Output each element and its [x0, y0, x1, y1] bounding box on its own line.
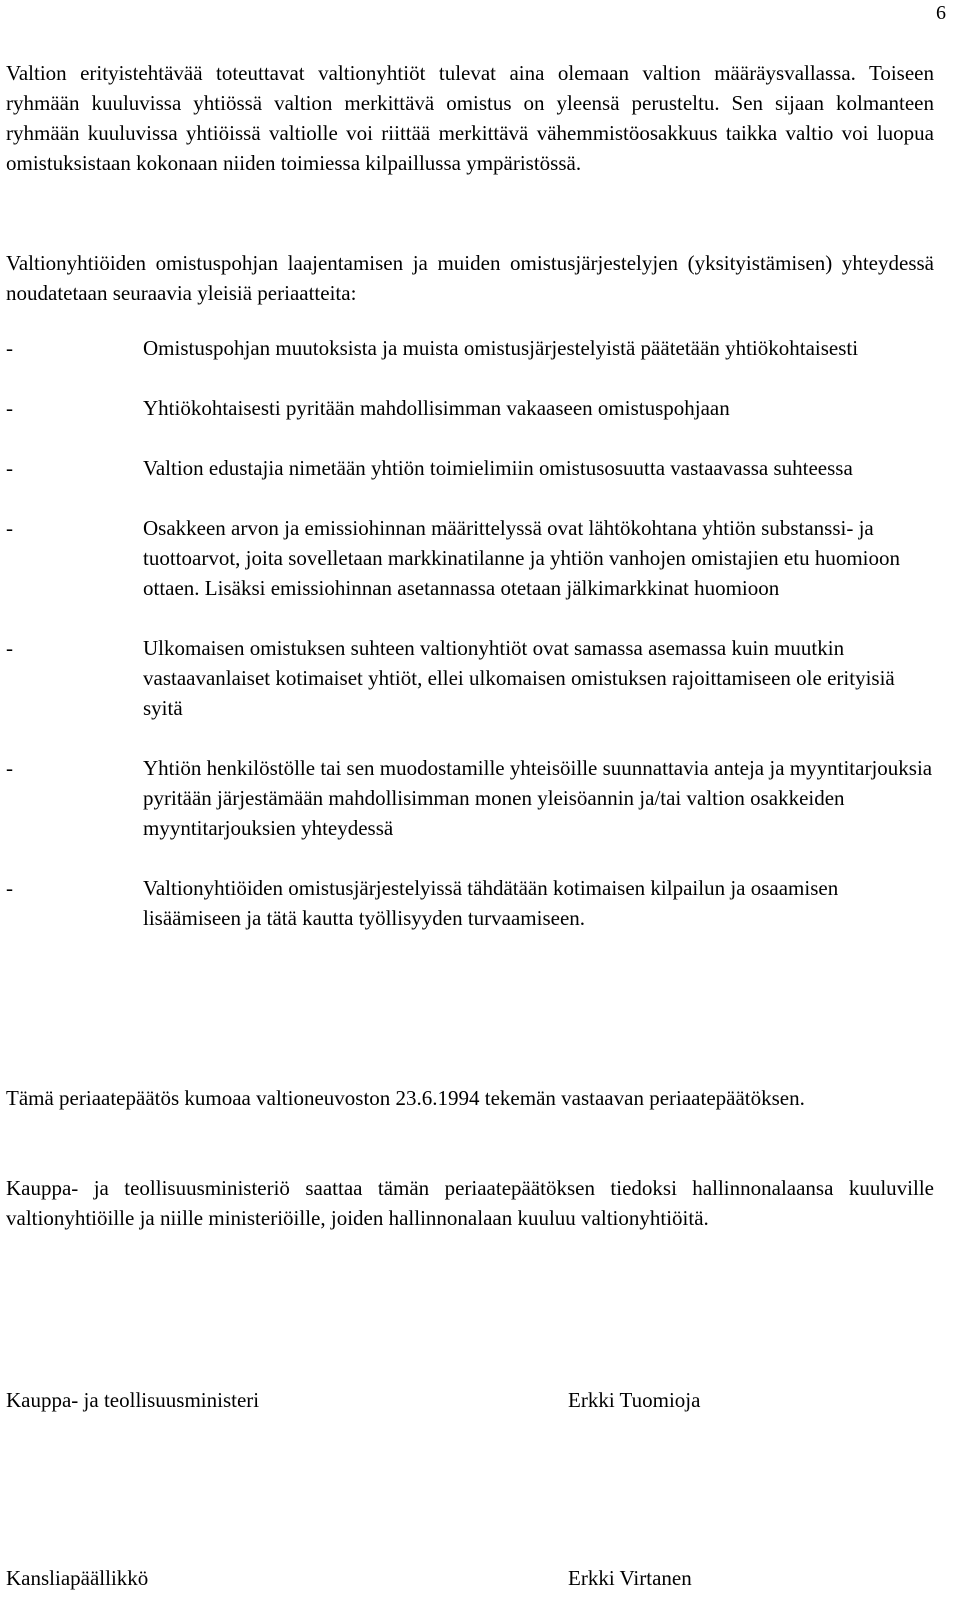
- list-item-text: Osakkeen arvon ja emissiohinnan määrittelyssä ovat lähtökohtana yhtiön substanssi- ja tuottoarvot, joita sovelletaan markkinatilanne ja yhtiön vanhojen omistajien etu huomioon ottaen. Lisäksi emissiohinnan asetannassa otetaan jälkimarkkinat huomioon: [143, 516, 900, 600]
- signer-name: Erkki Virtanen: [568, 1566, 692, 1590]
- page-number: 6: [936, 2, 946, 24]
- signer-name: Erkki Tuomioja: [568, 1388, 701, 1412]
- signer-title: Kauppa- ja teollisuusministeri: [6, 1388, 260, 1412]
- signature-row: [6, 1385, 934, 1415]
- list-item-text: Omistuspohjan muutoksista ja muista omistusjärjestelyistä päätetään yhtiökohtaisesti: [143, 336, 859, 360]
- list-item-text: Yhtiökohtaisesti pyritään mahdollisimman vakaaseen omistuspohjaan: [143, 396, 730, 420]
- list-item-text: Ulkomaisen omistuksen suhteen valtionyhtiöt ovat samassa asemassa kuin muutkin vastaavanlaiset kotimaiset yhtiöt, ellei ulkomaisen omistuksen rajoittamiseen ole erityisiä syitä: [143, 636, 895, 720]
- principles-list: [6, 333, 934, 933]
- list-item-text: Yhtiön henkilöstölle tai sen muodostamille yhteisöille suunnattavia anteja ja myyntitarjouksia pyritään järjestämään mahdollisimman monen yleisöannin ja/tai valtion osakkeiden myyntitarjouksien yhteydessä: [143, 756, 933, 840]
- signer-title: Kansliapäällikkö: [6, 1566, 149, 1590]
- repeal-paragraph: Tämä periaatepäätös kumoaa valtioneuvoston 23.6.1994 tekemän vastaavan periaatepäätöksen.: [6, 1086, 805, 1110]
- bullet-dash: -: [6, 396, 13, 420]
- list-item: [6, 453, 934, 483]
- bullet-dash: -: [6, 336, 13, 360]
- list-item: [6, 633, 934, 723]
- list-item: [6, 333, 934, 363]
- list-item-text: Valtion edustajia nimetään yhtiön toimielimiin omistusosuutta vastaavassa suhteessa: [143, 456, 853, 480]
- bullet-dash: -: [6, 636, 13, 660]
- notification-paragraph: Kauppa- ja teollisuusministeriö saattaa tämän periaatepäätöksen tiedoksi hallinnonalaansa kuuluville valtionyhtiöille ja niille ministeriöille, joiden hallinnonalaan kuuluu valtionyhtiöitä.: [6, 1176, 934, 1230]
- signature-row: [6, 1563, 934, 1593]
- intro-paragraph: Valtion erityistehtävää toteuttavat valtionyhtiöt tulevat aina olemaan valtion määräysvallassa. Toiseen ryhmään kuuluvissa yhtiössä valtion merkittävä omistus on yleensä perusteltu. Sen sijaan kolmanteen ryhmään kuuluvissa yhtiöissä valtiolle voi riittää merkittävä vähemmistöosakkuus taikka valtio voi luopua omistuksistaan kokonaan niiden toimiessa kilpaillussa ympäristössä.: [6, 61, 934, 175]
- bullet-dash: -: [6, 876, 13, 900]
- list-item: [6, 513, 934, 603]
- bullet-dash: -: [6, 456, 13, 480]
- list-item: [6, 753, 934, 843]
- list-item: [6, 873, 934, 933]
- bullet-dash: -: [6, 756, 13, 780]
- bullet-dash: -: [6, 516, 13, 540]
- list-item-text: Valtionyhtiöiden omistusjärjestelyissä tähdätään kotimaisen kilpailun ja osaamisen lisäämiseen ja tätä kautta työllisyyden turvaamiseen.: [143, 876, 839, 930]
- principles-intro-paragraph: Valtionyhtiöiden omistuspohjan laajentamisen ja muiden omistusjärjestelyjen (yksityistämisen) yhteydessä noudatetaan seuraavia yleisiä periaatteita:: [6, 251, 934, 305]
- list-item: [6, 393, 934, 423]
